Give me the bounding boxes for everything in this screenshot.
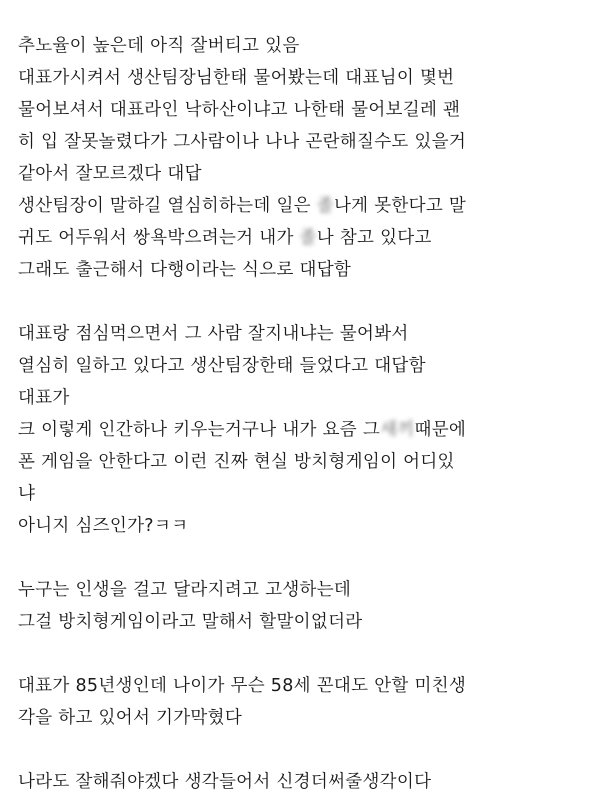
text-line-22: 각을 하고 있어서 기가막혔다 [18,708,243,728]
censored-word: 졸 [316,196,334,216]
text-line-7 [18,222,593,254]
text-line-15: 냐 [18,484,36,504]
blank-line [18,542,593,574]
text-line-19: 그걸 방치형게임이라고 말해서 할말이없더라 [18,612,363,632]
text-segment: 생산팀장이 말하길 열심히하는데 일은 [18,196,317,216]
text-line-8: 그래도 출근해서 다행이라는 식으로 대답함 [18,260,352,280]
text-segment: 나게 못한다고 말 [333,196,467,216]
text-line-21: 대표가 85년생인데 나이가 무슨 58세 꼰대도 안할 미친생 [18,676,467,696]
text-segment: 귀도 어두워서 쌍욕박으려는거 내가 [18,228,300,248]
text-segment: 나 참고 있다고 [316,228,432,248]
text-line-14: 폰 게임을 안한다고 이런 진짜 현실 방치형게임이 어디있 [18,452,455,472]
text-line-2: 대표가시켜서 생산팀장님한태 물어봤는데 대표님이 몇번 [18,68,455,88]
text-line-18: 누구는 인생을 걸고 달라지려고 고생하는데 [18,580,352,600]
text-line-24: 나라도 잘해줘야겠다 생각들어서 신경더써줄생각이다 [18,772,432,792]
text-line-5: 같아서 잘모르겠다 대답 [18,164,202,184]
text-line-6 [18,190,593,222]
blank-line [18,286,593,318]
censored-word: 졸 [299,228,317,248]
post-body [18,30,593,798]
blank-line [18,638,593,670]
text-line-16: 아니지 심즈인가?ㅋㅋ [18,516,189,536]
text-segment: 때문에 [414,420,467,440]
text-line-12: 대표가 [18,388,70,408]
text-line-11: 열심히 일하고 있다고 생산팀장한태 들었다고 대답함 [18,356,426,376]
text-segment: 크 이렇게 인간하나 키우는거구나 내가 요즘 그 [18,420,381,440]
text-line-1: 추노율이 높은데 아직 잘버티고 있음 [18,36,300,56]
text-line-3: 물어보셔서 대표라인 낙하산이냐고 나한태 물어보길레 괜 [18,100,461,120]
censored-word: 새끼 [380,420,415,440]
text-line-4: 히 입 잘못놀렸다가 그사람이나 나나 곤란해질수도 있을거 [18,132,467,152]
blank-line [18,734,593,766]
text-line-13 [18,414,593,446]
text-line-10: 대표랑 점심먹으면서 그 사람 잘지내냐는 물어봐서 [18,324,409,344]
